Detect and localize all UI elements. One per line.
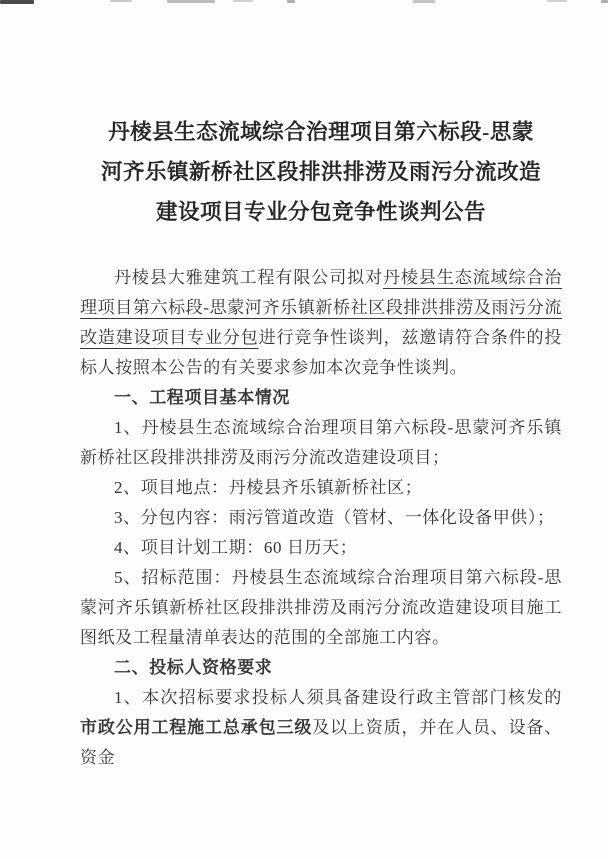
scan-artifact xyxy=(0,0,34,4)
scan-artifact xyxy=(413,0,435,3)
section1-heading: 一、工程项目基本情况 xyxy=(114,388,290,407)
section2-heading: 二、投标人资格要求 xyxy=(114,658,273,677)
scan-artifact xyxy=(547,0,567,2)
scan-artifact xyxy=(601,0,608,3)
scan-artifact xyxy=(110,0,132,2)
section1-item-schedule: 4、项目计划工期：60 日历天； xyxy=(114,538,358,557)
intro-lead-text: 丹棱县大雅建筑工程有限公司拟对 xyxy=(114,268,383,287)
section1-item-scope: 5、招标范围：丹棱县生态流域综合治理项目第六标段-思蒙河齐乐镇新桥社区段排洪排涝及雨污分流改造建设项目施工图纸及工程量清单表达的范围的全部施工内容。 xyxy=(80,568,562,647)
title-line-3: 建设项目专业分包竞争性谈判公告 xyxy=(155,200,486,224)
title-line-2: 河齐乐镇新桥社区段排洪排涝及雨污分流改造 xyxy=(100,160,541,184)
section1-item-project-name: 1、丹棱县生态流域综合治理项目第六标段-思蒙河齐乐镇新桥社区段排洪排涝及雨污分流改造建设项目； xyxy=(80,418,562,467)
intro-underlined-project-name: 丹棱县生态流域综合治理项目第六标段-思蒙河齐乐镇新桥社区段排洪排涝及雨污分流改造建设项目专业分包 xyxy=(80,268,562,347)
document-content xyxy=(80,112,562,773)
section1-item-subcontract-content: 3、分包内容：雨污管道改造（管材、一体化设备甲供）； xyxy=(114,508,555,527)
scan-artifact xyxy=(233,0,253,2)
qualification-lead-text: 1、本次招标要求投标人须具备建设行政主管部门核发的 xyxy=(114,688,562,707)
scan-artifact xyxy=(287,0,295,3)
intro-paragraph xyxy=(80,263,562,383)
section2-item-qualification xyxy=(80,683,562,773)
section1-item-location: 2、项目地点：丹棱县齐乐镇新桥社区； xyxy=(114,478,423,497)
scan-artifact xyxy=(167,0,215,3)
intro-tail-text: 进行竞争性谈判，兹邀请符合条件的投标人按照本公告的有关要求参加本次竞争性谈判。 xyxy=(80,328,563,377)
title-line-1: 丹棱县生态流域综合治理项目第六标段-思蒙 xyxy=(108,120,534,144)
qualification-grade-emphasis: 市政公用工程施工总承包三级 xyxy=(80,718,313,737)
document-title xyxy=(80,112,562,232)
qualification-tail-text: 及以上资质，并在人员、设备、资金 xyxy=(80,718,562,767)
